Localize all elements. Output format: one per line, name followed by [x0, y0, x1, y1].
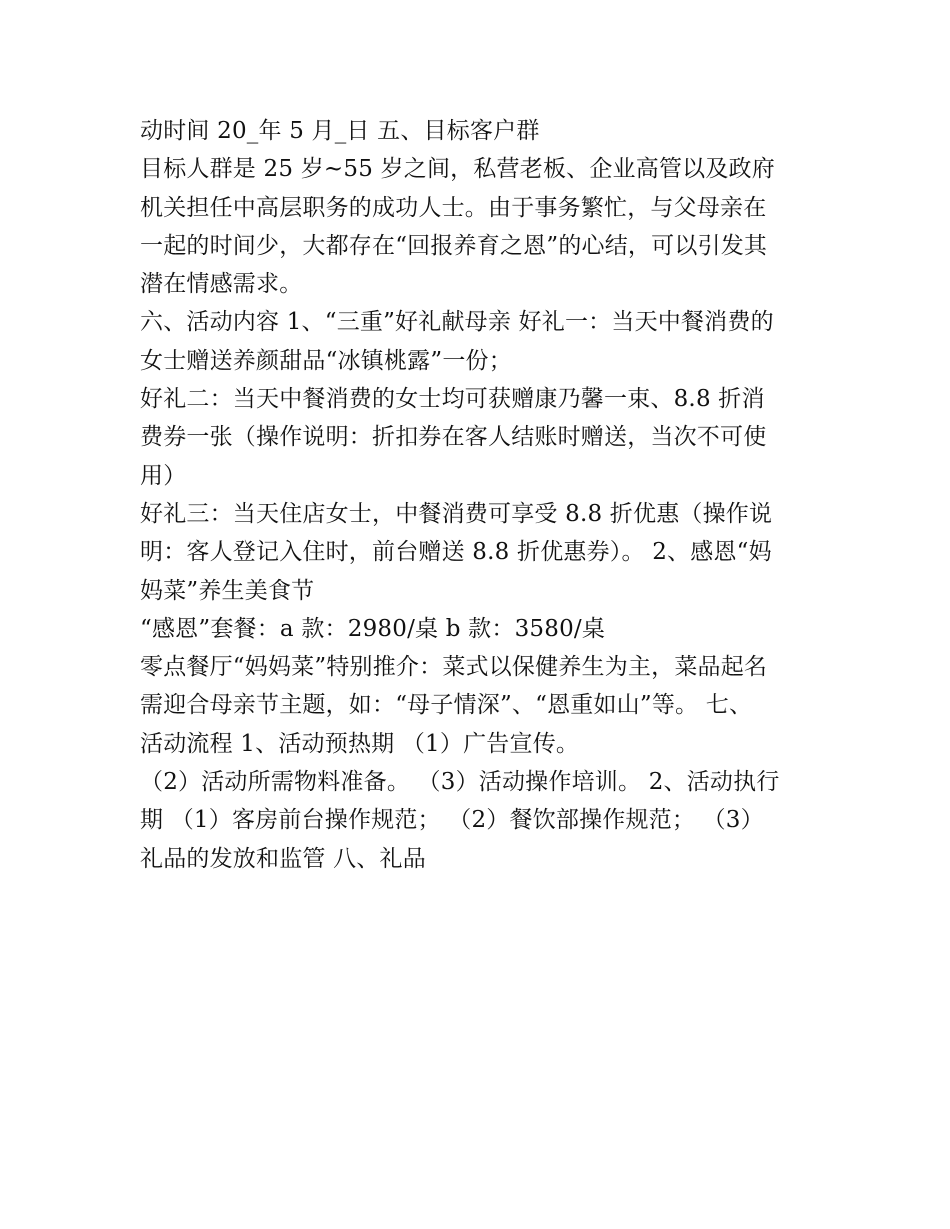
text-line: 期 （1）客房前台操作规范； （2）餐饮部操作规范； （3）	[140, 807, 764, 834]
text-line: 一起的时间少，大都存在“回报养育之恩”的心结，可以引发其	[140, 232, 768, 259]
text-line: 零点餐厅“妈妈菜”特别推介：菜式以保健养生为主，菜品起名	[140, 654, 768, 681]
text-line: （2）活动所需物料准备。 （3）活动操作培训。 2、活动执行	[140, 769, 780, 796]
text-line: 动时间 20_年 5 月_日 五、目标客户群	[140, 118, 540, 144]
text-line: 机关担任中高层职务的成功人士。由于事务繁忙，与父母亲在	[140, 194, 767, 221]
text-line: 好礼二：当天中餐消费的女士均可获赠康乃馨一束、8.8 折消	[140, 386, 765, 413]
text-line: 好礼三：当天住店女士，中餐消费可享受 8.8 折优惠（操作说	[140, 500, 773, 527]
text-line: 明：客人登记入住时，前台赠送 8.8 折优惠券）。 2、感恩“妈	[140, 539, 772, 566]
text-line: 妈菜”养生美食节	[140, 577, 315, 604]
text-line: 费券一张（操作说明：折扣券在客人结账时赠送，当次不可使	[140, 424, 767, 451]
text-line: 需迎合母亲节主题，如：“母子情深”、“恩重如山”等。 七、	[140, 692, 753, 719]
text-line: 活动流程 1、活动预热期 （1）广告宣传。	[140, 730, 580, 757]
document-body	[140, 112, 820, 878]
text-line: 用）	[140, 462, 187, 489]
text-line: “感恩”套餐：a 款：2980/桌 b 款：3580/桌	[140, 615, 606, 642]
text-line: 潜在情感需求。	[140, 271, 303, 298]
text-line: 礼品的发放和监管 八、礼品	[140, 845, 426, 872]
text-line: 女士赠送养颜甜品“冰镇桃露”一份；	[140, 347, 512, 374]
text-line: 六、活动内容 1、“三重”好礼献母亲 好礼一：当天中餐消费的	[140, 309, 774, 336]
text-line: 目标人群是 25 岁~55 岁之间，私营老板、企业高管以及政府	[140, 156, 775, 183]
